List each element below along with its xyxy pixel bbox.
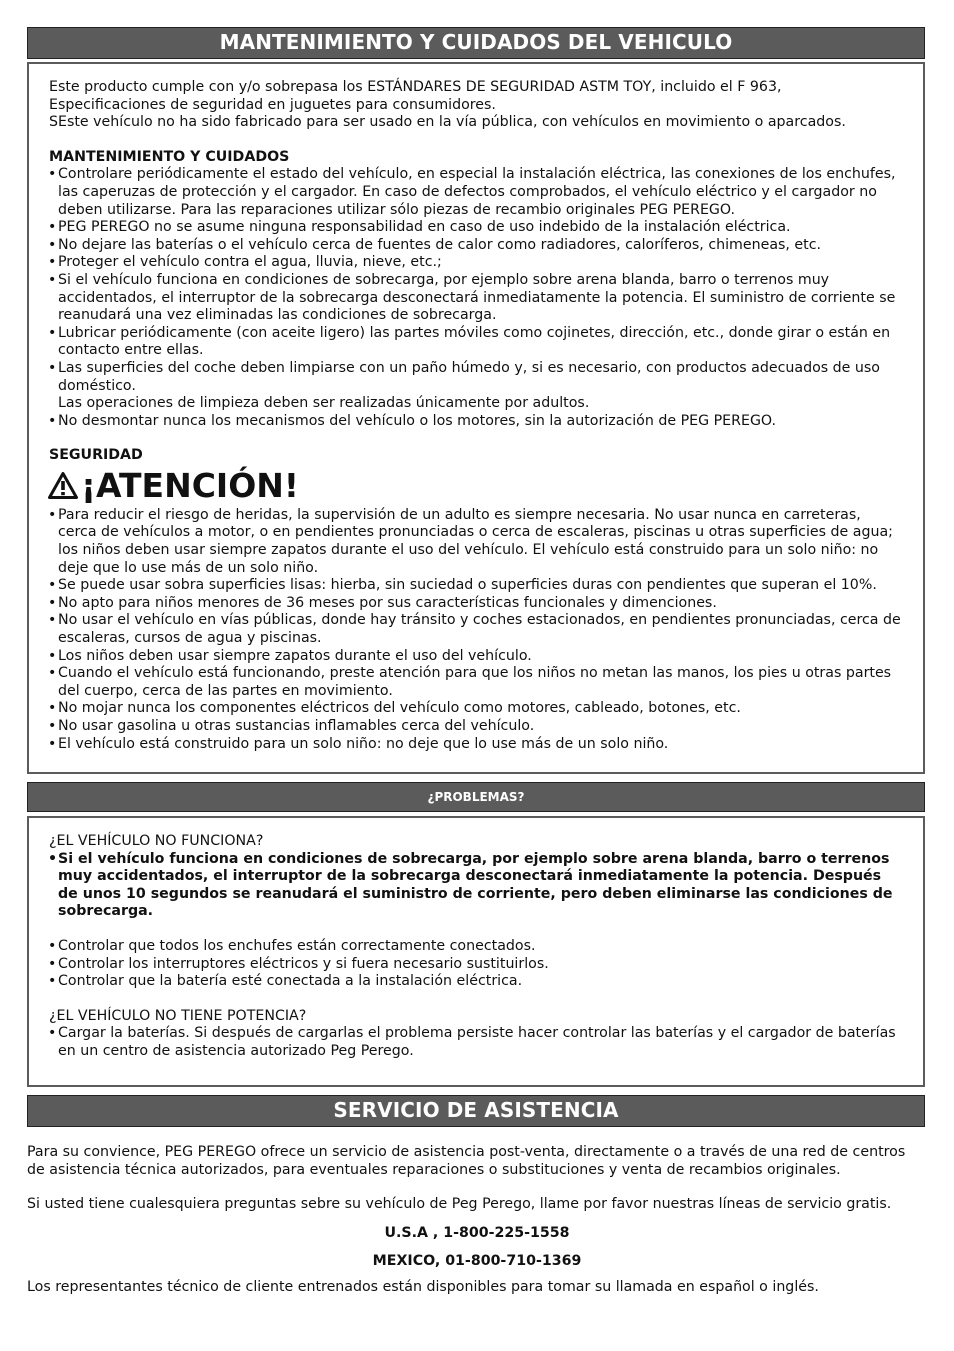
cleaning-note: Las operaciones de limpieza deben ser realizadas únicamente por adultos.	[58, 395, 590, 412]
service-header: SERVICIO DE ASISTENCIA	[27, 1095, 925, 1127]
service-section	[27, 1144, 927, 1297]
intro-standards: Este producto cumple con y/o sobrepasa los ESTÁNDARES DE SEGURIDAD ASTM TOY, incluido el F 963, Especificaciones de seguridad en juguetes para consumidores.	[49, 79, 782, 113]
list-item: • Controlare periódicamente el estado del vehículo, en especial la instalación eléctrica, las conexiones de los enchufes, las caperuzas de protección y el cargador. En caso de defectos comprobados, el vehículo eléctrico y el cargador no deben utilizarse. Para las reparaciones utilizar sólo piezas de recambio originales PEG PEREGO.	[49, 166, 901, 219]
service-paragraph-3: Los representantes técnico de cliente entrenados están disponibles para tomar su llamada en español o inglés.	[27, 1278, 819, 1295]
list-item: • No usar gasolina u otras sustancias inflamables cerca del vehículo.	[49, 718, 901, 736]
list-item-text: Las superficies del coche deben limpiarse con un paño húmedo y, si es necesario, con productos adecuados de uso doméstico.	[58, 359, 880, 394]
safety-list	[49, 507, 901, 753]
service-paragraph-2: Si usted tiene cualesquiera preguntas sebre su vehículo de Peg Perego, llame por favor nuestras líneas de servicio gratis.	[27, 1196, 892, 1213]
not-working-heading: ¿EL VEHÍCULO NO FUNCIONA?	[49, 833, 264, 849]
list-item: • Los niños deben usar siempre zapatos durante el uso del vehículo.	[49, 648, 901, 666]
list-item: • El vehículo está construido para un solo niño: no deje que lo use más de un solo niño.	[49, 736, 901, 754]
not-working-list	[49, 938, 901, 991]
phone-mexico: MEXICO, 01-800-710-1369	[372, 1253, 582, 1270]
care-list	[49, 166, 901, 430]
maintenance-header: MANTENIMIENTO Y CUIDADOS DEL VEHICULO	[27, 27, 925, 59]
attention-text: ¡ATENCIÓN!	[81, 465, 299, 505]
list-item: • No usar el vehículo en vías públicas, donde hay tránsito y coches estacionados, en pendientes pronunciadas, cerca de escaleras, cursos de agua y piscinas.	[49, 612, 901, 647]
not-working-bold-list	[49, 851, 901, 921]
safety-heading: SEGURIDAD	[49, 447, 143, 464]
list-item: • Cuando el vehículo está funcionando, preste atención para que los niños no metan las manos, los pies u otras partes del cuerpo, cerca de las partes en movimiento.	[49, 665, 901, 700]
no-power-list	[49, 1025, 901, 1060]
maintenance-box	[27, 62, 925, 774]
list-item: • Para reducir el riesgo de heridas, la supervisión de un adulto es siempre necesaria. No usar nunca en carreteras, cerca de vehículos a motor, o en pendientes pronunciadas o cerca de escaleras, piscinas u otras superficies de agua; los niños deben usar siempre zapatos durante el uso del vehículo. El vehículo está construido para un solo niño: no deje que lo use más de un solo niño.	[49, 507, 901, 577]
list-item: • Cargar la baterías. Si después de cargarlas el problema persiste hacer controlar las baterías y el cargador de baterías en un centro de asistencia autorizado Peg Perego.	[49, 1025, 901, 1060]
list-item: • No apto para niños menores de 36 meses por sus características funcionales y dimenciones.	[49, 595, 901, 613]
list-item: • Lubricar periódicamente (con aceite ligero) las partes móviles como cojinetes, dirección, etc., donde girar o están en contacto entre ellas.	[49, 325, 901, 360]
care-heading: MANTENIMIENTO Y CUIDADOS	[49, 148, 290, 165]
list-item: • PEG PEREGO no se asume ninguna responsabilidad en caso de uso indebido de la instalación eléctrica.	[49, 219, 901, 237]
list-item: • No dejare las baterías o el vehículo cerca de fuentes de calor como radiadores, caloríferos, chimeneas, etc.	[49, 237, 901, 255]
attention-title	[48, 467, 901, 505]
warning-icon	[48, 472, 78, 499]
list-item: • No desmontar nunca los mecanismos del vehículo o los motores, sin la autorización de PEG PEREGO.	[49, 413, 901, 431]
list-item: • Proteger el vehículo contra el agua, lluvia, nieve, etc.;	[49, 254, 901, 272]
phone-usa: U.S.A , 1-800-225-1558	[384, 1224, 570, 1241]
list-item: • Controlar que todos los enchufes están correctamente conectados.	[49, 938, 901, 956]
problems-box	[27, 816, 925, 1087]
list-item: • Si el vehículo funciona en condiciones de sobrecarga, por ejemplo sobre arena blanda, barro o terrenos muy accidentados, el interruptor de la sobrecarga desconectará inmediatamente la potencia. Después de unos 10 segundos se reanudará el suministro de corriente, pero deben eliminarse las condiciones de sobrecarga.	[49, 851, 901, 921]
list-item: • Si el vehículo funciona en condiciones de sobrecarga, por ejemplo sobre arena blanda, barro o terrenos muy accidentados, el interruptor de la sobrecarga desconectará inmediatamente la potencia. El suministro de corriente se reanudará una vez eliminadas las condiciones de sobrecarga.	[49, 272, 901, 325]
list-item: • Controlar los interruptores eléctricos y si fuera necesario sustituirlos.	[49, 956, 901, 974]
list-item: • Se puede usar sobra superficies lisas: hierba, sin suciedad o superficies duras con pendientes que superan el 10%.	[49, 577, 901, 595]
problems-header: ¿PROBLEMAS?	[27, 782, 925, 812]
list-item: • No mojar nunca los componentes eléctricos del vehículo como motores, cableado, botones, etc.	[49, 700, 901, 718]
intro-public-road: SEste vehículo no ha sido fabricado para ser usado en la vía pública, con vehículos en movimiento o aparcados.	[49, 114, 846, 131]
list-item: • Controlar que la batería esté conectada a la instalación eléctrica.	[49, 973, 901, 991]
list-item	[49, 360, 901, 413]
service-paragraph-1: Para su convience, PEG PEREGO ofrece un servicio de asistencia post-venta, directamente o a través de una red de centros de asistencia técnica autorizados, para eventuales reparaciones o substituciones y venta de recambios originales.	[27, 1144, 906, 1178]
no-power-heading: ¿EL VEHÍCULO NO TIENE POTENCIA?	[49, 1007, 307, 1024]
